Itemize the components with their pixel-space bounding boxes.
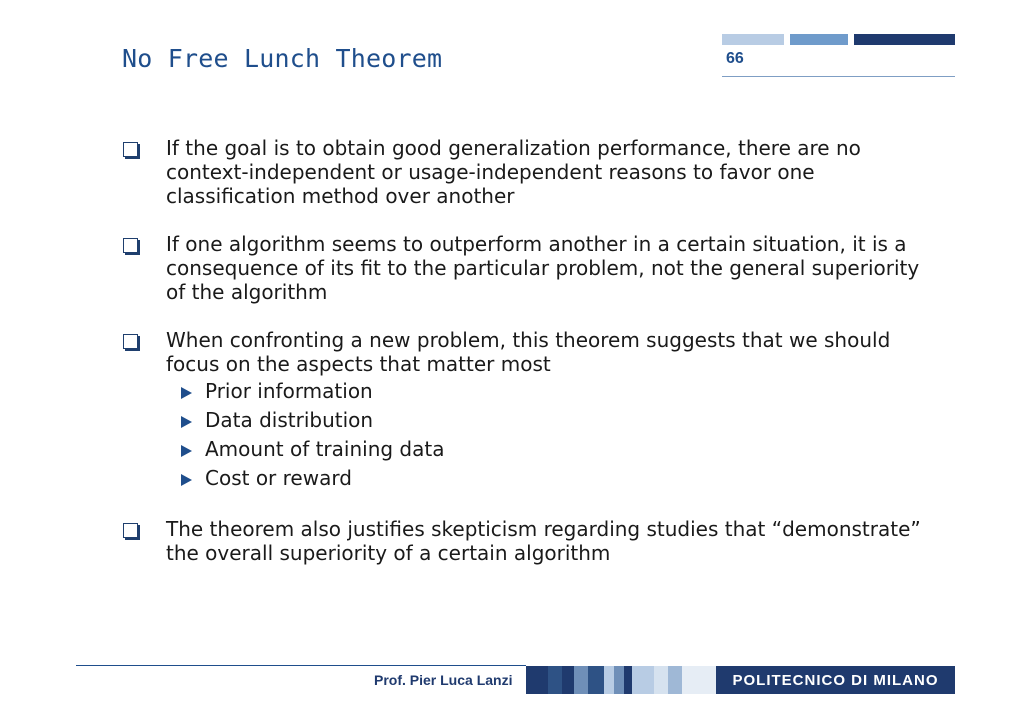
header-accent-block-light bbox=[722, 34, 784, 45]
sub-bullet-text: Data distribution bbox=[205, 408, 374, 432]
sub-bullet-item bbox=[166, 435, 940, 464]
triangle-bullet-icon bbox=[181, 387, 192, 399]
bullet-text: The theorem also justifies skepticism regarding studies that “demonstrate” the overall superiority of a certain algorithm bbox=[166, 517, 921, 565]
sub-bullet-list bbox=[166, 377, 940, 493]
sub-bullet-item bbox=[166, 464, 940, 493]
header-accent-block-dark bbox=[854, 34, 955, 45]
bullet-item bbox=[120, 136, 940, 208]
sub-bullet-text: Amount of training data bbox=[205, 437, 445, 461]
institution-logo: POLITECNICO DI MILANO bbox=[716, 666, 955, 694]
sub-bullet-item bbox=[166, 406, 940, 435]
header-accent-block-mid bbox=[790, 34, 848, 45]
header-divider bbox=[722, 76, 955, 77]
sub-bullet-text: Cost or reward bbox=[205, 466, 352, 490]
triangle-bullet-icon bbox=[181, 416, 192, 428]
bullet-item bbox=[120, 328, 940, 493]
footer-divider bbox=[76, 665, 526, 666]
bullet-text: If one algorithm seems to outperform another in a certain situation, it is a consequence of its fit to the particular problem, not the general superiority of the algorithm bbox=[166, 232, 920, 304]
bullet-item bbox=[120, 232, 940, 304]
bullet-text: If the goal is to obtain good generalization performance, there are no context-independent or usage-independent reasons to favor one classification method over another bbox=[166, 136, 861, 208]
slide-title: No Free Lunch Theorem bbox=[122, 44, 443, 73]
sub-bullet-item bbox=[166, 377, 940, 406]
triangle-bullet-icon bbox=[181, 445, 192, 457]
checkbox-bullet-icon bbox=[123, 142, 138, 157]
checkbox-bullet-icon bbox=[123, 523, 138, 538]
footer-author: Prof. Pier Luca Lanzi bbox=[374, 672, 513, 688]
checkbox-bullet-icon bbox=[123, 334, 138, 349]
sub-bullet-text: Prior information bbox=[205, 379, 373, 403]
slide-content bbox=[120, 136, 940, 589]
bullet-item bbox=[120, 517, 940, 565]
triangle-bullet-icon bbox=[181, 474, 192, 486]
bullet-text: When confronting a new problem, this theorem suggests that we should focus on the aspects that matter most bbox=[166, 328, 891, 376]
checkbox-bullet-icon bbox=[123, 238, 138, 253]
page-number: 66 bbox=[726, 50, 744, 67]
